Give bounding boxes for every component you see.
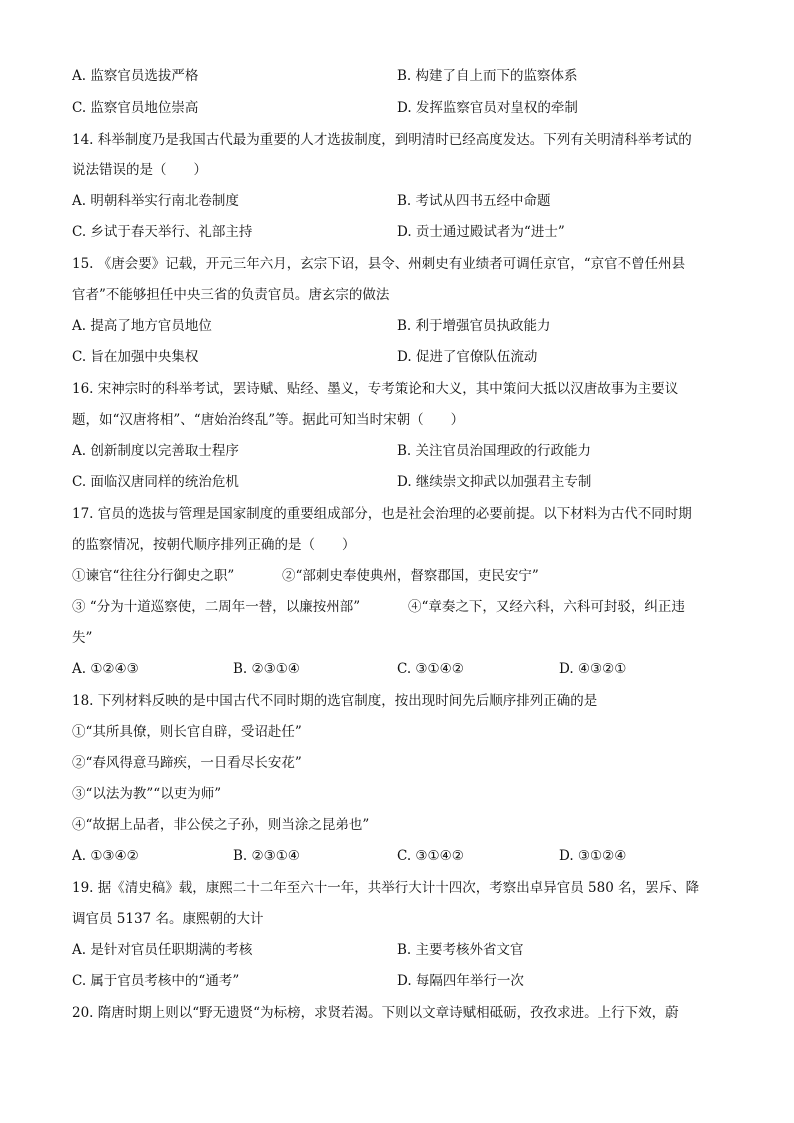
q20-stem-line-1: 20. 隋唐时期上则以“野无遗贤“为标榜，求贤若渴。下则以文章诗赋相砥砺，孜孜求进。上行下效，蔚 xyxy=(72,1005,679,1021)
q14-stem-line-1: 14. 科举制度乃是我国古代最为重要的人才选拔制度，到明清时已经高度发达。下列有关明清科举考试的 xyxy=(72,132,692,148)
q13-option-c: C. 监察官员地位崇高 xyxy=(72,100,199,116)
q18-material-1: ①“其所具僚，则长官自辟，受诏赴任” xyxy=(72,724,302,740)
q15-option-a: A. 提高了地方官员地位 xyxy=(72,318,212,334)
q17-option-b: B. ②③①④ xyxy=(233,661,300,677)
q13-option-d: D. 发挥监察官员对皇权的牵制 xyxy=(397,100,578,116)
q15-stem-line-1: 15. 《唐会要》记载，开元三年六月，玄宗下诏，县令、州刺史有业绩者可调任京官，“京官不曾任州县 xyxy=(72,256,686,272)
q17-option-d: D. ④③②① xyxy=(559,661,627,677)
q14-option-b: B. 考试从四书五经中命题 xyxy=(397,193,551,209)
q16-stem-line-2: 题，如“汉唐将相”、“唐始治终乱”等。据此可知当时宋朝（ ） xyxy=(72,412,465,428)
q17-material-1: ①谏官“往往分行御史之职” xyxy=(72,568,235,584)
q14-option-a: A. 明朝科举实行南北卷制度 xyxy=(72,193,239,209)
q19-stem-line-1: 19. 据《清史稿》载，康熙二十二年至六十一年，共举行大计十四次，考察出卓异官员 580 名，罢斥、降 xyxy=(72,880,700,896)
q15-stem-line-2: 官者”不能够担任中央三省的负责官员。唐玄宗的做法 xyxy=(72,287,390,303)
q17-material-4: ④“章奏之下，又经六科，六科可封驳，纠正违 xyxy=(408,599,685,615)
q17-option-c: C. ③①④② xyxy=(397,661,464,677)
q13-option-b: B. 构建了自上而下的监察体系 xyxy=(397,68,578,84)
q16-option-d: D. 继续崇文抑武以加强君主专制 xyxy=(397,474,592,490)
q17-stem-line-2: 的监察情况，按朝代顺序排列正确的是（ ） xyxy=(72,537,356,553)
q15-option-d: D. 促进了官僚队伍流动 xyxy=(397,349,538,365)
q19-option-d: D. 每隔四年举行一次 xyxy=(397,973,524,989)
q18-stem: 18. 下列材料反映的是中国古代不同时期的选官制度，按出现时间先后顺序排列正确的是 xyxy=(72,693,598,709)
q18-material-4: ④“故据上品者，非公侯之子孙，则当涂之昆弟也” xyxy=(72,817,370,833)
q16-option-b: B. 关注官员治国理政的行政能力 xyxy=(397,443,592,459)
q17-material-2: ②“部刺史奉使典州，督察郡国，吏民安宁” xyxy=(282,568,539,584)
q18-option-b: B. ②③①④ xyxy=(233,848,300,864)
q17-material-4-cont: 失” xyxy=(72,630,93,646)
q19-option-b: B. 主要考核外省文官 xyxy=(397,942,524,958)
q14-stem-line-2: 说法错误的是（ ） xyxy=(72,162,207,178)
q18-option-c: C. ③①④② xyxy=(397,848,464,864)
q18-option-d: D. ③①②④ xyxy=(559,848,627,864)
q19-option-a: A. 是针对官员任职期满的考核 xyxy=(72,942,253,958)
q16-option-a: A. 创新制度以完善取士程序 xyxy=(72,443,239,459)
q14-option-d: D. 贡士通过殿试者为“进士” xyxy=(397,224,565,240)
q18-material-2: ②“春风得意马蹄疾，一日看尽长安花” xyxy=(72,755,302,771)
q14-option-c: C. 乡试于春天举行、礼部主持 xyxy=(72,224,253,240)
q19-stem-line-2: 调官员 5137 名。康熙朝的大计 xyxy=(72,911,264,927)
q18-material-3: ③“以法为教”“以吏为师” xyxy=(72,786,222,802)
q18-option-a: A. ①③④② xyxy=(72,848,139,864)
q16-stem-line-1: 16. 宋神宗时的科举考试，罢诗赋、贴经、墨义，专考策论和大义，其中策问大抵以汉唐故事为主要议 xyxy=(72,381,679,397)
q17-material-3: ③ “分为十道巡察使，二周年一替，以廉按州部” xyxy=(72,599,361,615)
q17-option-a: A. ①②④③ xyxy=(72,661,139,677)
q15-option-b: B. 利于增强官员执政能力 xyxy=(397,318,551,334)
q13-option-a: A. 监察官员选拔严格 xyxy=(72,68,199,84)
q19-option-c: C. 属于官员考核中的“通考” xyxy=(72,973,240,989)
q17-stem-line-1: 17. 官员的选拔与管理是国家制度的重要组成部分，也是社会治理的必要前提。以下材料为古代不同时期 xyxy=(72,506,692,522)
q15-option-c: C. 旨在加强中央集权 xyxy=(72,349,199,365)
q16-option-c: C. 面临汉唐同样的统治危机 xyxy=(72,474,239,490)
